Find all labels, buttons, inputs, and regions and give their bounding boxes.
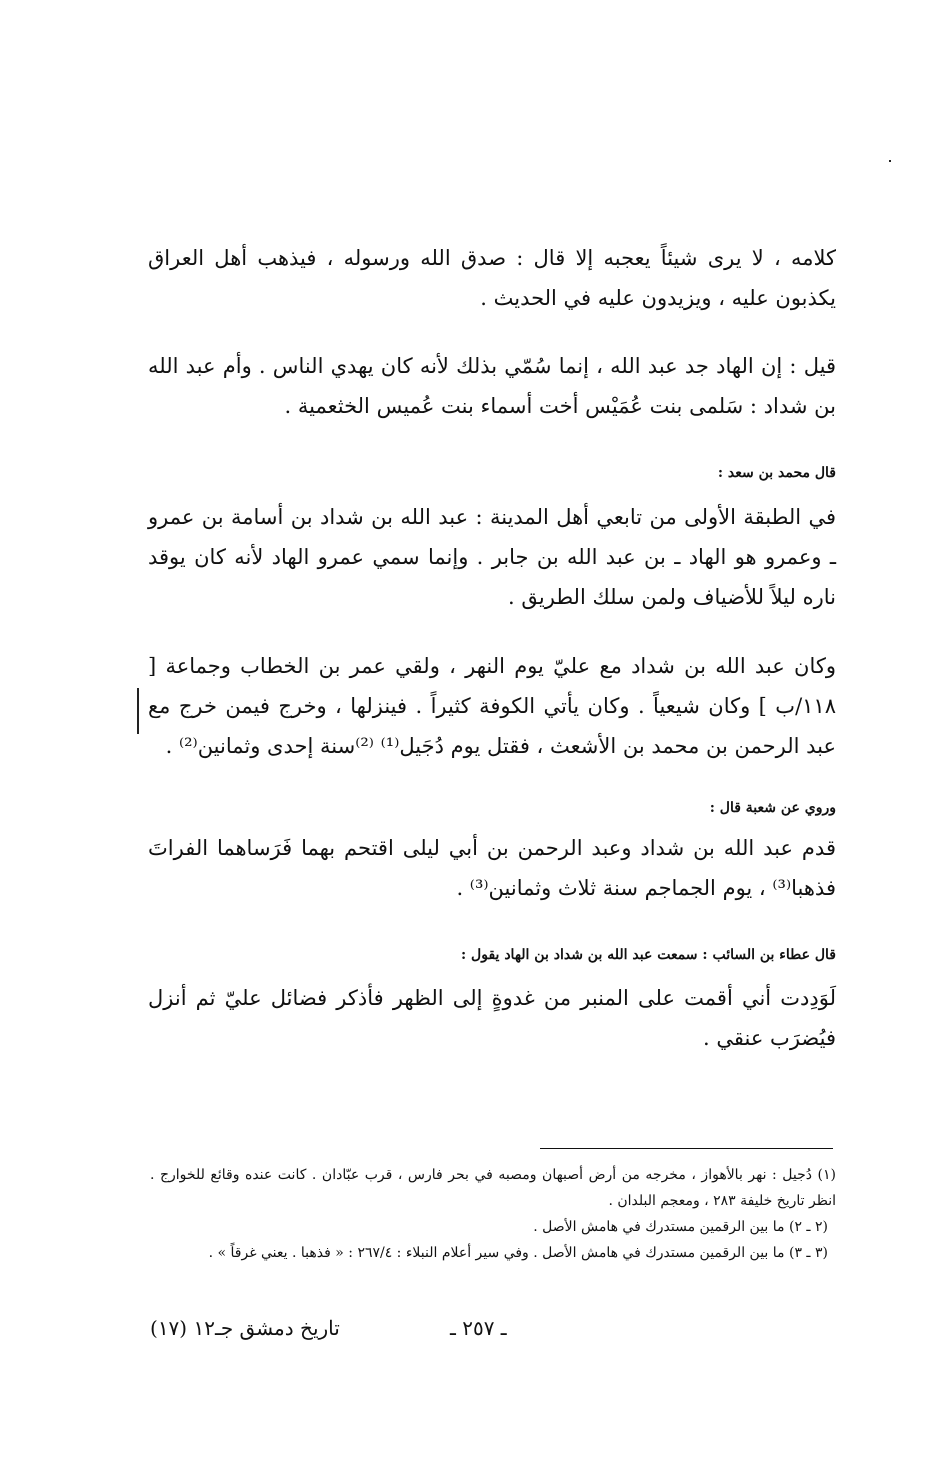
section-heading-ibn-saad: قال محمد بن سعد :	[717, 465, 836, 481]
footnote-3: (٣ ـ ٣) ما بين الرقمين مستدرك في هامش الأصل . وفي سير أعلام النبلاء : ٢٦٧/٤ : « فذهبا . يعني غرقاً » .	[208, 1245, 828, 1261]
footnote-1: (١) دُجيل : نهر بالأهواز ، مخرجه من أرض أصبهان ومصبه في بحر فارس ، قرب عبّادان . كانت عنده وقائع للخوارج . انظر تاريخ خليفة ٢٨٣ ، ومعجم البلدان .	[150, 1167, 836, 1209]
paragraph-1-block	[148, 238, 836, 318]
footnotes	[150, 1162, 836, 1266]
paragraph-6-block	[148, 978, 836, 1058]
paragraph-5-block	[148, 828, 836, 908]
paragraph-2-block	[148, 346, 836, 426]
paragraph-4-block	[148, 646, 836, 766]
paragraph-2: قيل : إن الهاد جد عبد الله ، إنما سُمّي بذلك لأنه كان يهدي الناس . وأم عبد الله بن شداد : سَلمى بنت عُمَيْس أخت أسماء بنت عُميس الخثعمية .	[148, 354, 836, 418]
section-heading-ata: قال عطاء بن السائب : سمعت عبد الله بن شداد بن الهاد يقول :	[461, 947, 836, 963]
page-mark	[889, 160, 891, 162]
paragraph-5: قدم عبد الله بن شداد وعبد الرحمن بن أبي ليلى اقتحم بهما فَرَساهما الفراتَ فذهبا⁽³⁾ ، يوم الجماجم سنة ثلاث وثمانين⁽³⁾ .	[148, 836, 836, 900]
paragraph-1: كلامه ، لا يرى شيئاً يعجبه إلا قال : صدق الله ورسوله ، فيذهب أهل العراق يكذبون عليه ، ويزيدون عليه في الحديث .	[148, 246, 836, 310]
paragraph-3: في الطبقة الأولى من تابعي أهل المدينة : عبد الله بن شداد بن أسامة بن عمرو ـ وعمرو هو الهاد ـ بن عبد الله بن جابر . وإنما سمي عمرو الهاد لأنه كان يوقد ناره ليلاً للأضياف ولمن سلك الطريق .	[148, 505, 836, 609]
heading-shuba-block	[148, 797, 836, 819]
paragraph-3-block	[148, 497, 836, 617]
heading-ata-block	[148, 944, 836, 966]
page-footer	[150, 1316, 550, 1346]
page-number: ـ ٢٥٧ ـ	[450, 1316, 507, 1340]
margin-bar	[137, 688, 139, 734]
footnote-2: (٢ ـ ٢) ما بين الرقمين مستدرك في هامش الأصل .	[533, 1219, 828, 1235]
footnote-separator	[540, 1148, 833, 1149]
paragraph-6: لَوَدِدت أني أقمت على المنبر من غدوةٍ إلى الظهر فأذكر فضائل عليّ ثم أنزل فيُضرَب عنقي .	[148, 986, 836, 1050]
section-heading-shuba: وروي عن شعبة قال :	[709, 800, 836, 816]
paragraph-4: وكان عبد الله بن شداد مع عليّ يوم النهر ، ولقي عمر بن الخطاب وجماعة [ ١١٨/ب ] وكان شيعياً . وكان يأتي الكوفة كثيراً . فينزلها ، وخرج فيمن خرج مع عبد الرحمن بن محمد بن الأشعث ، فقتل يوم دُجَيل⁽¹⁾ ⁽²⁾سنة إحدى وثمانين⁽²⁾ .	[148, 654, 837, 758]
heading-ibn-saad-block	[148, 462, 836, 484]
running-title: تاريخ دمشق جـ١٢ (١٧)	[150, 1316, 340, 1340]
